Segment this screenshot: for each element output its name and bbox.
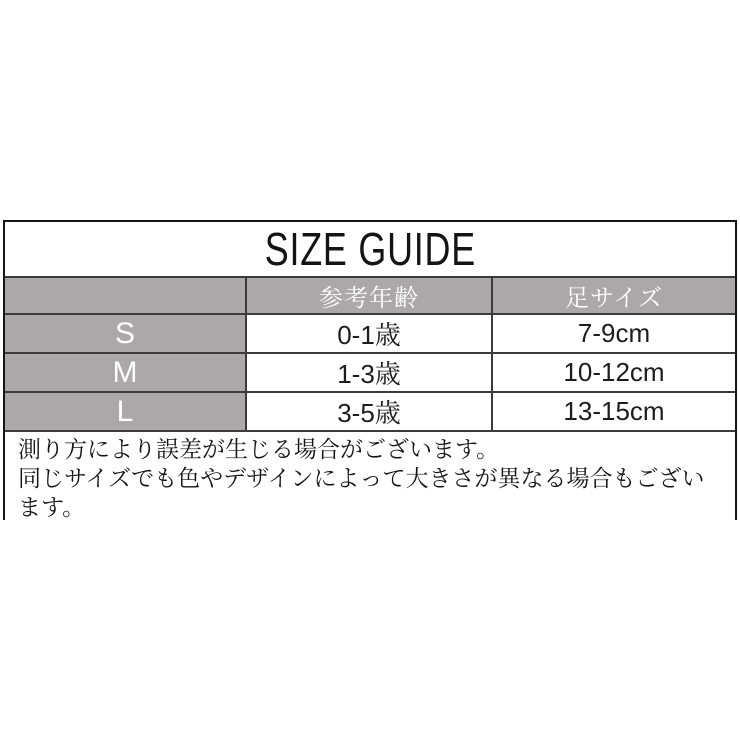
- age-value-m: 1-3歳: [247, 354, 493, 391]
- table-row-m: [5, 354, 735, 393]
- note-line-2: 同じサイズでも色やデザインによって大きさが異なる場合もございます。: [18, 465, 705, 520]
- age-value-s: 0-1歳: [247, 315, 493, 352]
- table-header-row: [5, 278, 735, 315]
- size-guide-title: SIZE GUIDE: [264, 223, 476, 275]
- age-value-l: 3-5歳: [247, 393, 493, 430]
- foot-size-value-l: 13-15cm: [493, 393, 735, 430]
- header-cell-age: 参考年齢: [247, 278, 493, 313]
- size-label-l: L: [5, 393, 247, 430]
- table-row-s: [5, 315, 735, 354]
- size-guide-title-bar: [5, 222, 735, 278]
- size-label-s: S: [5, 315, 247, 352]
- size-label-m: M: [5, 354, 247, 391]
- table-row-l: [5, 393, 735, 432]
- notes-section: [5, 432, 735, 522]
- size-guide-block: [3, 220, 737, 520]
- header-cell-foot-size: 足サイズ: [493, 278, 735, 313]
- header-cell-empty: [5, 278, 247, 313]
- foot-size-value-s: 7-9cm: [493, 315, 735, 352]
- note-line-1: 測り方により誤差が生じる場合がございます。: [18, 436, 500, 462]
- foot-size-value-m: 10-12cm: [493, 354, 735, 391]
